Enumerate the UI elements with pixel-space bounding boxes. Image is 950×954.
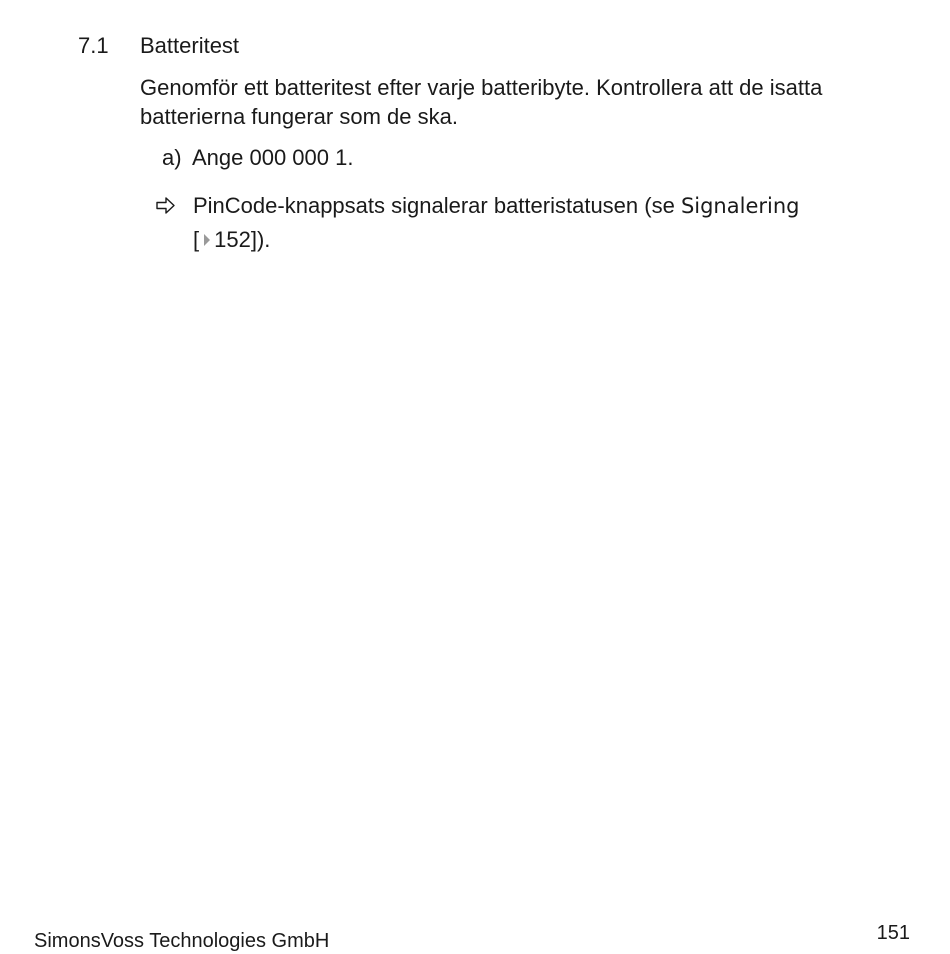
cross-reference-link[interactable]: Signalering [680, 194, 800, 218]
page-ref-arrow-icon [202, 232, 212, 248]
section-number: 7.1 [78, 33, 109, 58]
page-reference[interactable]: 152 [214, 227, 251, 252]
step-text: Ange 000 000 1. [192, 145, 354, 170]
intro-paragraph: Genomför ett batteritest efter varje batteribyte. Kontrollera att de isatta batterierna fungerar som de ska. [140, 75, 823, 129]
result-text-after: ]). [250, 227, 271, 252]
section-title: Batteritest [140, 33, 240, 58]
section-heading [78, 33, 239, 59]
page-number: 151 [876, 922, 910, 944]
step-marker: a) [162, 145, 182, 170]
result-arrow-icon [154, 189, 178, 222]
bracket-open: [ [193, 227, 200, 252]
result-text-before: PinCode-knappsats signalerar batteristatusen (se [193, 193, 681, 218]
result-line [154, 189, 924, 256]
footer-company: SimonsVoss Technologies GmbH [34, 930, 330, 952]
instruction-step [162, 144, 353, 172]
result-text [193, 189, 924, 256]
